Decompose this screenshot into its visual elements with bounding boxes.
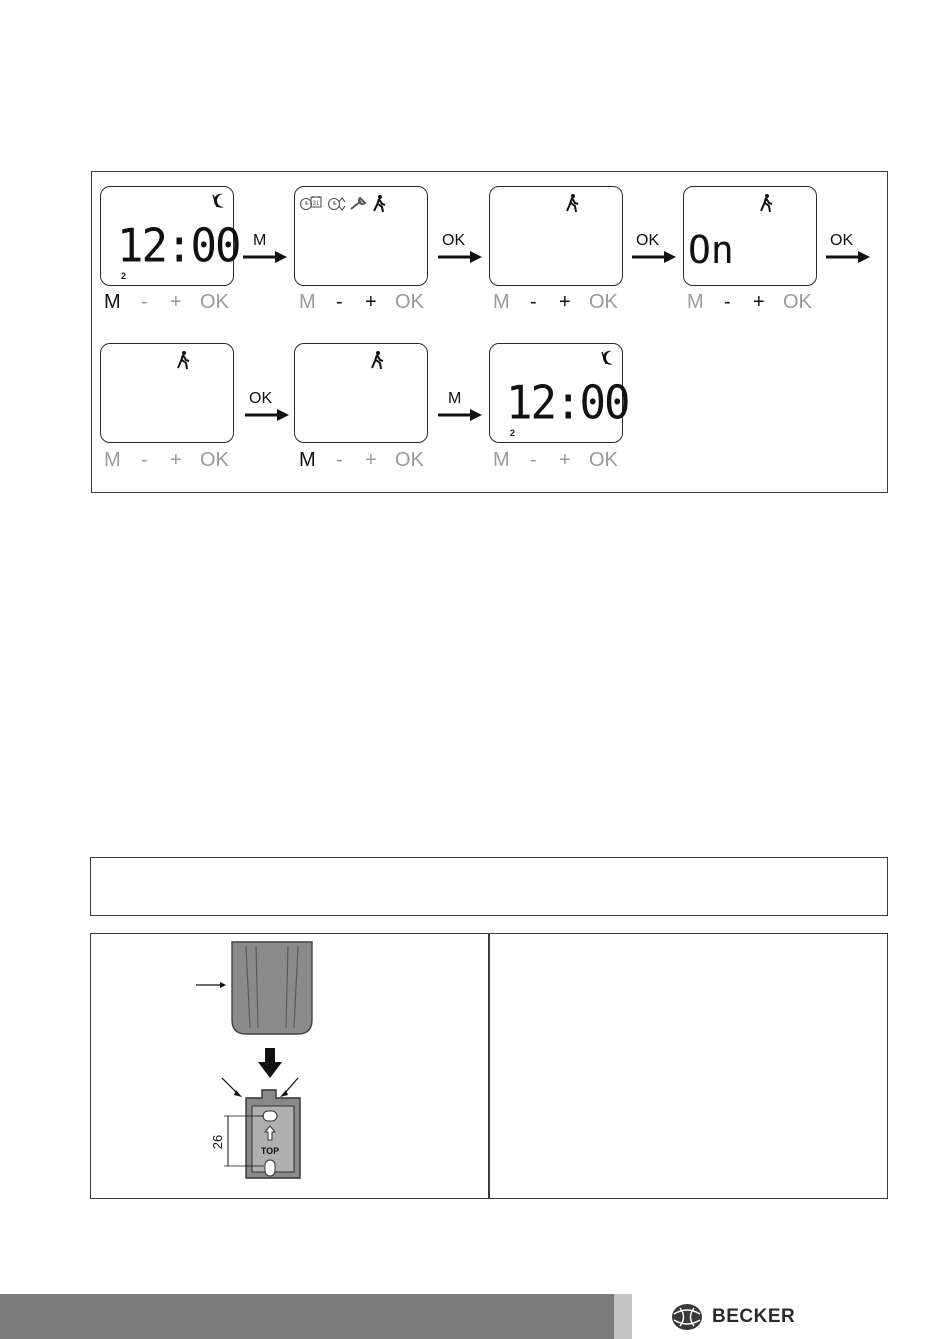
lcd-screen-6 bbox=[294, 343, 428, 443]
lcd-on-text: On bbox=[688, 228, 734, 272]
plus-button[interactable]: + bbox=[753, 291, 765, 313]
walking-person-icon bbox=[759, 193, 775, 213]
arrow-label: OK bbox=[442, 232, 466, 249]
walking-person-icon bbox=[374, 195, 385, 212]
becker-logo-icon bbox=[670, 1302, 704, 1332]
m-button[interactable]: M bbox=[493, 449, 510, 471]
arrow-label: OK bbox=[636, 232, 660, 249]
ok-button[interactable]: OK bbox=[589, 291, 618, 313]
lcd-time: 12:00 bbox=[117, 219, 240, 274]
right-arrow-icon bbox=[438, 408, 482, 422]
device-body bbox=[232, 942, 312, 1034]
ok-button[interactable]: OK bbox=[395, 291, 424, 313]
lcd-screen-5 bbox=[100, 343, 234, 443]
arrow-label: OK bbox=[249, 390, 273, 407]
walking-person-icon bbox=[370, 350, 386, 370]
button-row-6 bbox=[299, 449, 429, 473]
footer-bar bbox=[0, 1294, 614, 1339]
minus-button[interactable]: - bbox=[530, 291, 537, 313]
pointer-arrow-icon bbox=[196, 982, 226, 988]
ok-button[interactable]: OK bbox=[589, 449, 618, 471]
arrow-label: M bbox=[253, 232, 267, 249]
arrow-2 bbox=[438, 232, 482, 272]
ok-button[interactable]: OK bbox=[200, 449, 229, 471]
wrench-icon bbox=[351, 198, 365, 209]
minus-button[interactable]: - bbox=[336, 291, 343, 313]
moon-icon bbox=[207, 191, 227, 211]
button-row-4 bbox=[687, 291, 817, 315]
minus-button[interactable]: - bbox=[724, 291, 731, 313]
lcd-screen-7 bbox=[489, 343, 629, 443]
m-button[interactable]: M bbox=[493, 291, 510, 313]
arrow-4 bbox=[826, 232, 870, 272]
mounting-divider bbox=[488, 933, 490, 1199]
minus-button[interactable]: - bbox=[336, 449, 343, 471]
minus-button[interactable]: - bbox=[141, 449, 148, 471]
top-label: TOP bbox=[260, 1146, 280, 1156]
plus-button[interactable]: + bbox=[365, 449, 377, 471]
plus-button[interactable]: + bbox=[170, 291, 182, 313]
ok-button[interactable]: OK bbox=[395, 449, 424, 471]
svg-text:31: 31 bbox=[312, 201, 320, 207]
down-arrow-icon bbox=[258, 1048, 282, 1078]
note-box bbox=[90, 857, 888, 916]
right-arrow-icon bbox=[826, 250, 870, 264]
lcd-screen-4 bbox=[683, 186, 817, 286]
m-button[interactable]: M bbox=[299, 291, 316, 313]
right-arrow-icon bbox=[245, 408, 289, 422]
lcd-sub: 2 bbox=[121, 271, 127, 281]
mounting-plate bbox=[246, 1090, 300, 1178]
m-button[interactable]: M bbox=[104, 449, 121, 471]
menu-icon-row bbox=[299, 193, 399, 213]
plus-button[interactable]: + bbox=[559, 291, 571, 313]
moon-icon bbox=[596, 348, 616, 368]
right-arrow-icon bbox=[632, 250, 676, 264]
m-button[interactable]: M bbox=[299, 449, 316, 471]
lcd-screen-1 bbox=[100, 186, 240, 286]
lcd-screen-2 bbox=[294, 186, 428, 286]
arrow-3 bbox=[632, 232, 676, 272]
right-arrow-icon bbox=[243, 250, 287, 264]
walking-person-icon bbox=[176, 350, 192, 370]
button-row-2 bbox=[299, 291, 429, 315]
arrow-label: M bbox=[448, 390, 462, 407]
ok-button[interactable]: OK bbox=[783, 291, 812, 313]
m-button[interactable]: M bbox=[104, 291, 121, 313]
clock-arrows-icon bbox=[329, 198, 346, 210]
plus-button[interactable]: + bbox=[170, 449, 182, 471]
lcd-screen-3 bbox=[489, 186, 623, 286]
plus-button[interactable]: + bbox=[365, 291, 377, 313]
minus-button[interactable]: - bbox=[530, 449, 537, 471]
arrow-6 bbox=[438, 390, 482, 430]
arrow-5 bbox=[245, 390, 289, 430]
plus-button[interactable]: + bbox=[559, 449, 571, 471]
right-arrow-icon bbox=[438, 250, 482, 264]
footer-strip bbox=[614, 1294, 632, 1339]
brand-name: BECKER bbox=[712, 1306, 796, 1327]
arrow-1 bbox=[243, 232, 287, 272]
dimension-label: 26 bbox=[210, 1134, 225, 1150]
arrow-label: OK bbox=[830, 232, 854, 249]
lcd-sub: 2 bbox=[510, 428, 516, 438]
walking-person-icon bbox=[565, 193, 581, 213]
button-row-5 bbox=[104, 449, 234, 473]
lcd-time: 12:00 bbox=[506, 376, 629, 431]
minus-button[interactable]: - bbox=[141, 291, 148, 313]
button-row-7 bbox=[493, 449, 623, 473]
button-row-3 bbox=[493, 291, 623, 315]
mounting-diagram bbox=[190, 938, 330, 1188]
button-row-1 bbox=[104, 291, 234, 315]
m-button[interactable]: M bbox=[687, 291, 704, 313]
ok-button[interactable]: OK bbox=[200, 291, 229, 313]
